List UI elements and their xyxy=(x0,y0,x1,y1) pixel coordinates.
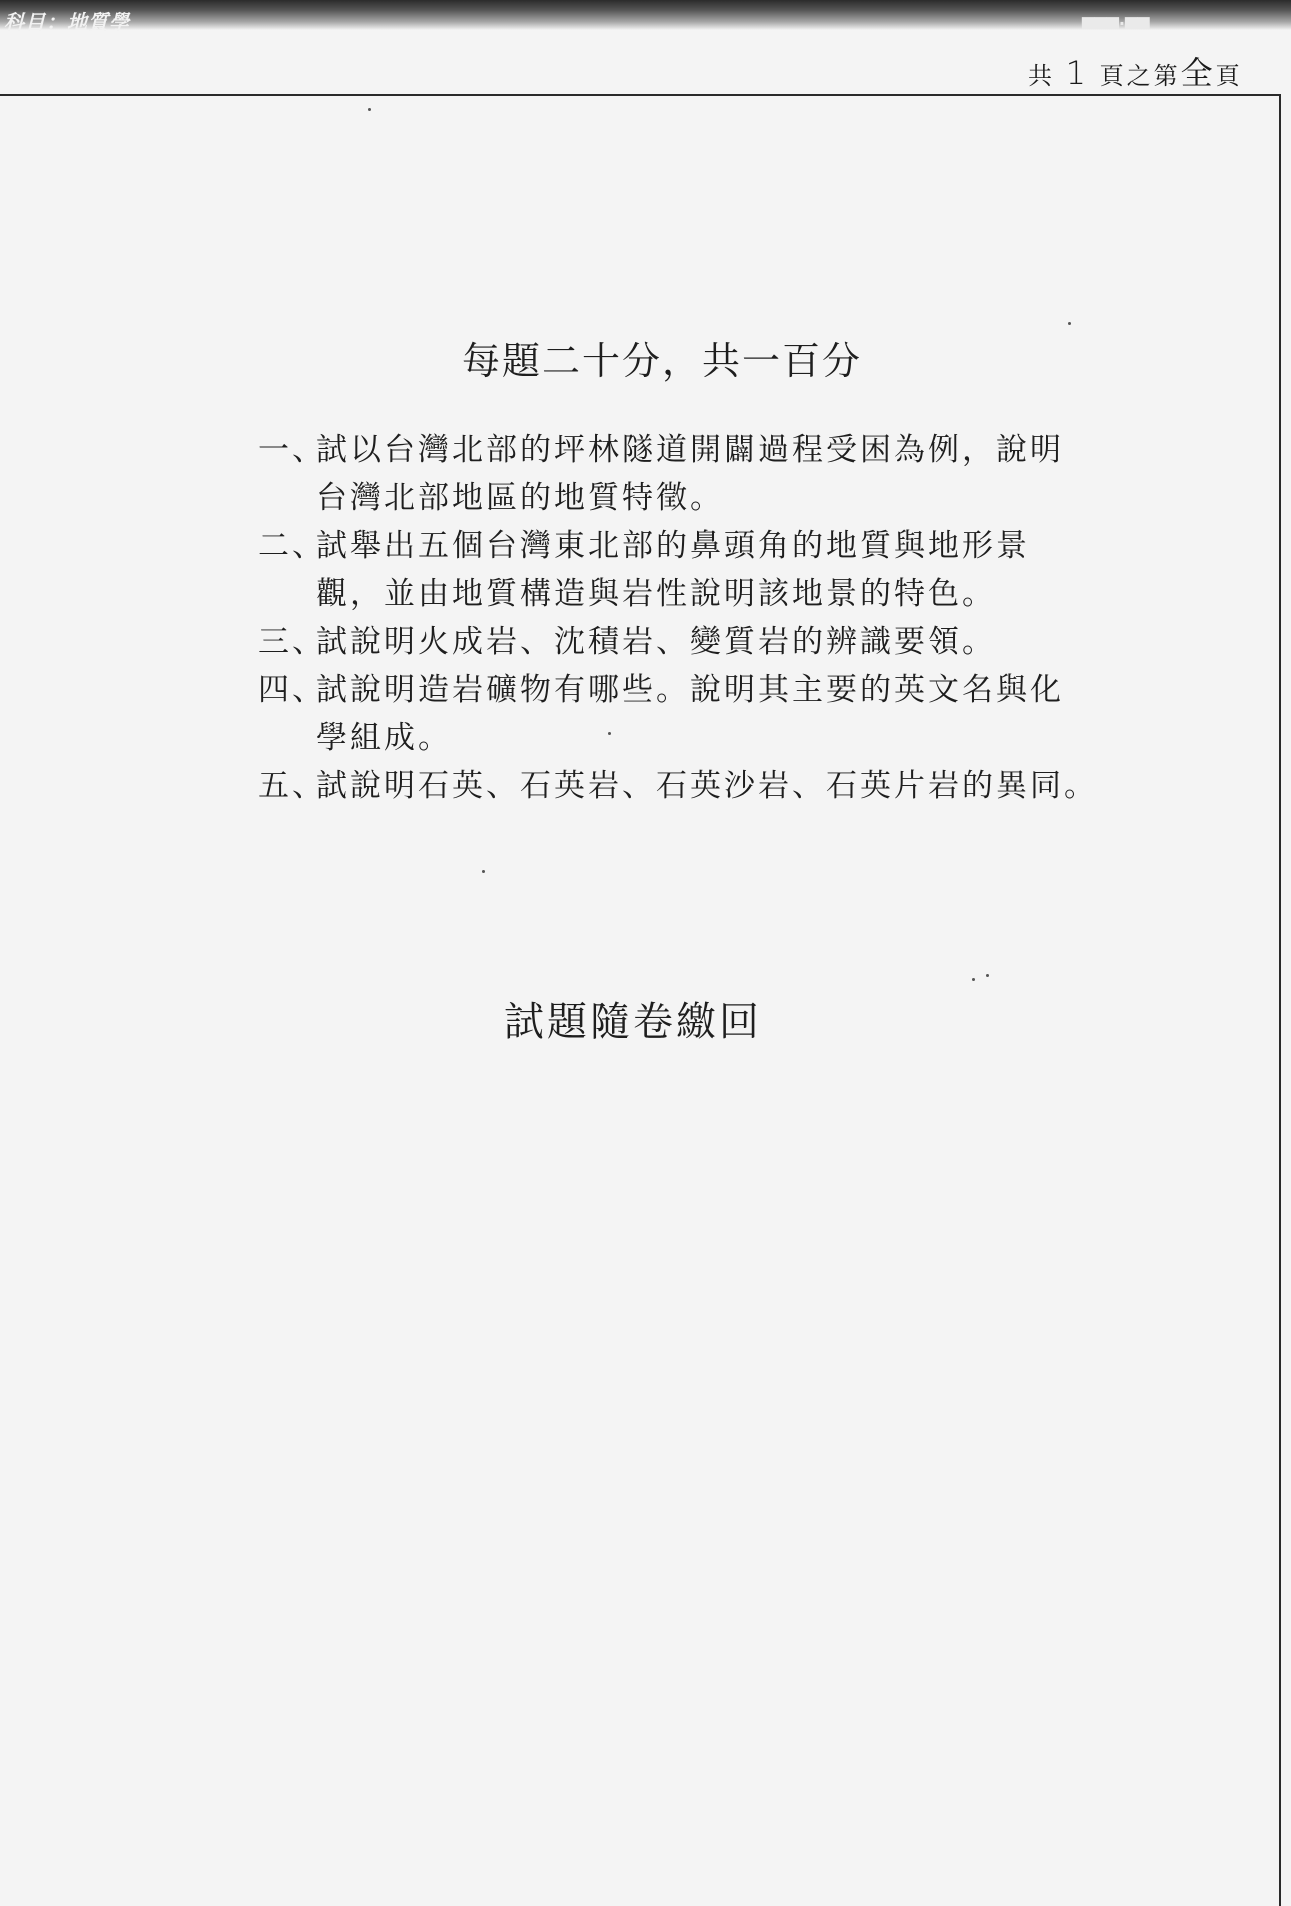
scan-speck xyxy=(986,974,989,977)
question-line: 試說明火成岩、沈積岩、變質岩的辨識要領。 xyxy=(316,624,996,660)
question-line: 試以台灣北部的坪林隧道開闢過程受困為例，說明 xyxy=(316,432,1064,468)
question-number: 四、 xyxy=(258,672,326,708)
question-list xyxy=(258,426,1158,810)
return-with-answer-sheet-note: 試題隨卷繳回 xyxy=(504,999,762,1045)
page-count xyxy=(1028,48,1243,94)
page-total: 1 xyxy=(1065,54,1089,92)
question-text xyxy=(316,618,1158,666)
faded-header-mark: ▅▅▅.▅▅ xyxy=(1082,10,1150,29)
question-text xyxy=(316,426,1158,522)
question-item xyxy=(258,522,1158,618)
scoring-instructions: 每題二十分，共一百分 xyxy=(462,339,863,383)
question-line: 試說明造岩礦物有哪些。說明其主要的英文名與化 xyxy=(316,672,1064,708)
scan-speck xyxy=(368,108,371,111)
scan-speck xyxy=(608,732,611,735)
page-count-middle: 頁之第 xyxy=(1099,62,1181,90)
question-item xyxy=(258,762,1158,810)
question-line: 台灣北部地區的地質特徵。 xyxy=(316,480,724,516)
question-text xyxy=(316,762,1158,810)
scan-speck xyxy=(482,870,485,873)
question-number: 二、 xyxy=(258,528,326,564)
question-line: 試舉出五個台灣東北部的鼻頭角的地質與地形景 xyxy=(316,528,1030,564)
question-number: 五、 xyxy=(258,768,326,804)
question-item xyxy=(258,666,1158,762)
question-line: 觀，並由地質構造與岩性說明該地景的特色。 xyxy=(316,576,996,612)
question-line: 學組成。 xyxy=(316,720,452,756)
question-line: 試說明石英、石英岩、石英沙岩、石英片岩的異同。 xyxy=(316,768,1098,804)
page-count-suffix: 頁 xyxy=(1215,62,1243,90)
question-item xyxy=(258,618,1158,666)
question-text xyxy=(316,522,1158,618)
question-number: 三、 xyxy=(258,624,326,660)
question-item xyxy=(258,426,1158,522)
subject-label: 科目：地質學 xyxy=(4,10,130,34)
scan-speck xyxy=(972,978,975,981)
page-current: 全 xyxy=(1180,54,1216,92)
scan-speck xyxy=(1068,322,1071,325)
page-count-prefix: 共 xyxy=(1028,62,1055,90)
question-number: 一、 xyxy=(258,432,326,468)
question-text xyxy=(316,666,1158,762)
